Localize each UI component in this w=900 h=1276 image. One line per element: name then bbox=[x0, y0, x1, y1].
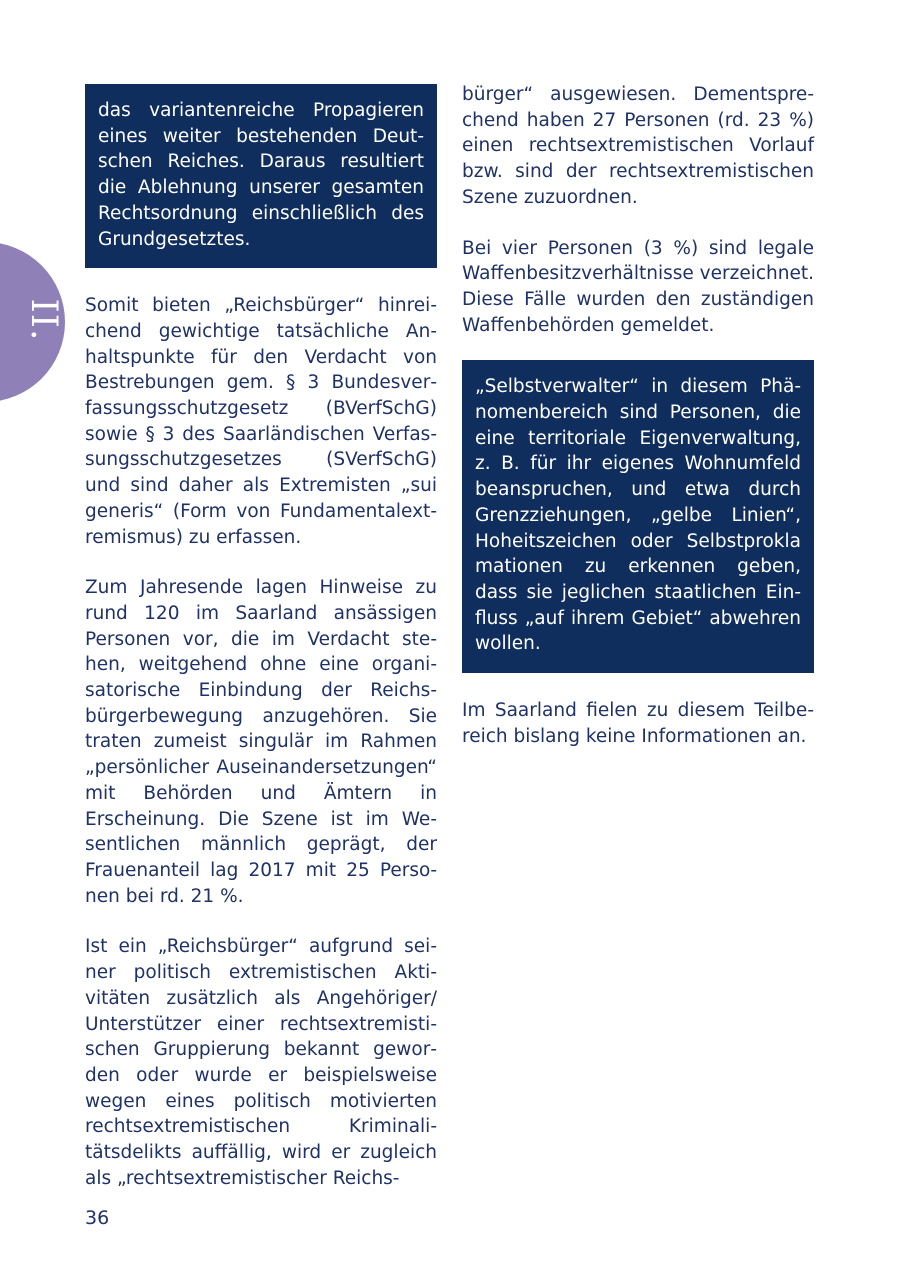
paragraph: Bei vier Personen (3 %) sind legale Waffenbesitzverhältnisse verzeichnet. Diese Fälle wurden den zuständigen Waffenbehörden gemeldet. bbox=[462, 237, 814, 336]
right-column bbox=[462, 82, 814, 749]
paragraph: Somit bieten „Reichsbürger“ hinreichend gewichtige tatsächliche Anhaltspunkte für den Verdacht von Bestrebungen gem. § 3 Bundesverfassungsschutzgesetz (BVerfSchG) sowie § 3 des Saarländischen Verfassungsschutzgesetzes (SVerfSchG) und sind daher als Extremisten „sui generis“ (Form von Fundamentalextremismus) zu erfassen. bbox=[85, 295, 437, 548]
page-number: 36 bbox=[85, 1207, 110, 1229]
paragraph: bürger“ ausgewiesen. Dementsprechend haben 27 Personen (rd. 23 %) einen rechtsextremistischen Vorlauf bzw. sind der rechtsextremistischen Szene zuzuordnen. bbox=[462, 84, 814, 208]
paragraph: Ist ein „Reichsbürger“ aufgrund seiner politisch extremistischen Aktivitäten zusätzlich als Angehöriger/ Unterstützer einer rechtsextremistischen Gruppierung bekannt geworden oder wurde er beispielsweise wegen eines politisch motivierten rechtsextremistischen Kriminalitätsdelikts auffällig, wird er zugleich als „rechtsextremistischer Reichs- bbox=[85, 936, 437, 1189]
chapter-label: II. bbox=[23, 298, 64, 342]
highlight-box-right-text: „Selbstverwalter“ in diesem Phänomenbereich sind Personen, die eine territoriale Eigenverwaltung, z. B. für ihr eigenes Wohnumfeld beanspruchen, und etwa durch Grenzziehungen, „gelbe Linien“, Hoheitszeichen oder Selbstprokla mationen zu erkennen geben, dass sie jeglichen staatlichen Einfluss „auf ihrem Gebiet“ abwehren wollen. bbox=[475, 376, 801, 655]
highlight-box-left-text: das variantenreiche Propagieren eines weiter bestehenden Deutschen Reiches. Daraus resultiert die Ablehnung unserer gesamten Rechtsordnung einschließlich des Grundgesetztes. bbox=[98, 100, 424, 250]
highlight-box-right bbox=[462, 360, 814, 673]
left-column bbox=[85, 84, 437, 1191]
paragraph: Zum Jahresende lagen Hinweise zu rund 120 im Saarland ansässigen Personen vor, die im Verdacht stehen, weitgehend ohne eine organisatorische Einbindung der Reichsbürgerbewegung anzugehören. Sie traten zumeist singulär im Rahmen „persönlicher Auseinandersetzungen“ mit Behörden und Ämtern in Erscheinung. Die Szene ist im Wesentlichen männlich geprägt, der Frauenanteil lag 2017 mit 25 Personen bei rd. 21 %. bbox=[85, 577, 437, 907]
highlight-box-left bbox=[85, 84, 437, 268]
closing-paragraph: Im Saarland fielen zu diesem Teilbereich bislang keine Informationen an. bbox=[462, 700, 814, 747]
